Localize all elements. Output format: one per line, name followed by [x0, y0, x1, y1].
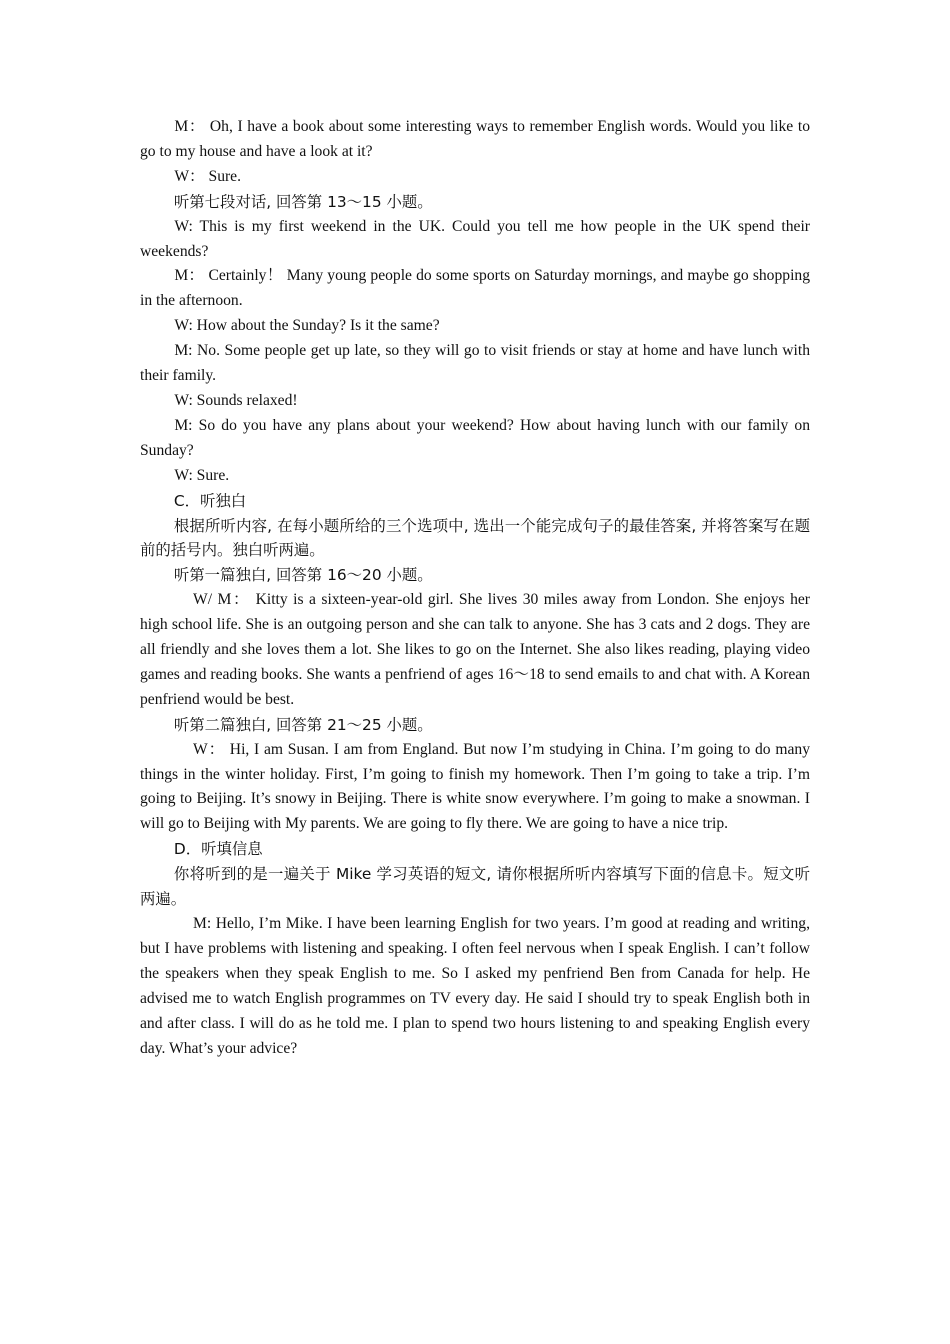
monologue-text: W： Hi, I am Susan. I am from England. But now I’m studying in China. I’m going to do many things in the winter holiday. First, I’m going to finish my homework. Then I’m going to take a trip. I’m going to Beijing. It’s snowy in Beijing. There is white snow everywhere. I’m going to make a snowman. I will go to Beijing with My parents. We are going to fly there. We are going to have a nice trip.	[140, 740, 810, 833]
document-page	[140, 115, 810, 1061]
dialogue-line: W: How about the Sunday? Is it the same?	[174, 317, 440, 335]
section-instruction: 听第一篇独白, 回答第 16～20 小题。	[173, 566, 433, 585]
section-instruction: 听第二篇独白, 回答第 21～25 小题。	[173, 715, 433, 734]
dialogue-line: W: Sure.	[174, 466, 230, 484]
dialogue-line: W: Sounds relaxed!	[174, 391, 298, 409]
section-heading: D．听填信息	[173, 840, 263, 859]
dialogue-line: M： Certainly！ Many young people do some sports on Saturday mornings, and maybe go shopping in the afternoon.	[140, 267, 810, 310]
section-instruction: 听第七段对话, 回答第 13～15 小题。	[173, 192, 433, 211]
dialogue-line: M: So do you have any plans about your weekend? How about having lunch with our family on Sunday?	[140, 416, 810, 459]
dialogue-line: W: This is my first weekend in the UK. Could you tell me how people in the UK spend their weekends?	[140, 217, 810, 260]
section-instruction: 你将听到的是一遍关于 Mike 学习英语的短文, 请你根据所听内容填写下面的信息卡。短文听两遍。	[140, 865, 810, 909]
section-heading: C．听独白	[173, 491, 247, 510]
dialogue-line: M： Oh, I have a book about some interesting ways to remember English words. Would you like to go to my house and have a look at it?	[140, 118, 810, 160]
section-instruction: 根据所听内容, 在每小题所给的三个选项中, 选出一个能完成句子的最佳答案, 并将答案写在题前的括号内。独白听两遍。	[140, 516, 810, 560]
dialogue-line: M: No. Some people get up late, so they will go to visit friends or stay at home and have lunch with their family.	[140, 342, 810, 385]
monologue-text: W/ M： Kitty is a sixteen-year-old girl. She lives 30 miles away from London. She enjoys her high school life. She is an outgoing person and she can talk to anyone. She has 3 cats and 2 dogs. They are all friendly and she loves them a lot. She likes to go on the Internet. She also likes reading, playing video games and reading books. She wants a penfriend of ages 16～18 to send emails to and chat with. A Korean penfriend would be best.	[140, 591, 810, 708]
passage-text: M: Hello, I’m Mike. I have been learning English for two years. I’m good at reading and writing, but I have problems with listening and speaking. I often feel nervous when I speak English. I can’t follow the speakers when they speak English to me. So I asked my penfriend Ben from Canada for help. He advised me to watch English programmes on TV every day. He said I should try to speak English both in and after class. I will do as he told me. I plan to spend two hours listening to and speaking English every day. What’s your advice?	[140, 915, 810, 1057]
dialogue-line: W： Sure.	[174, 167, 242, 185]
